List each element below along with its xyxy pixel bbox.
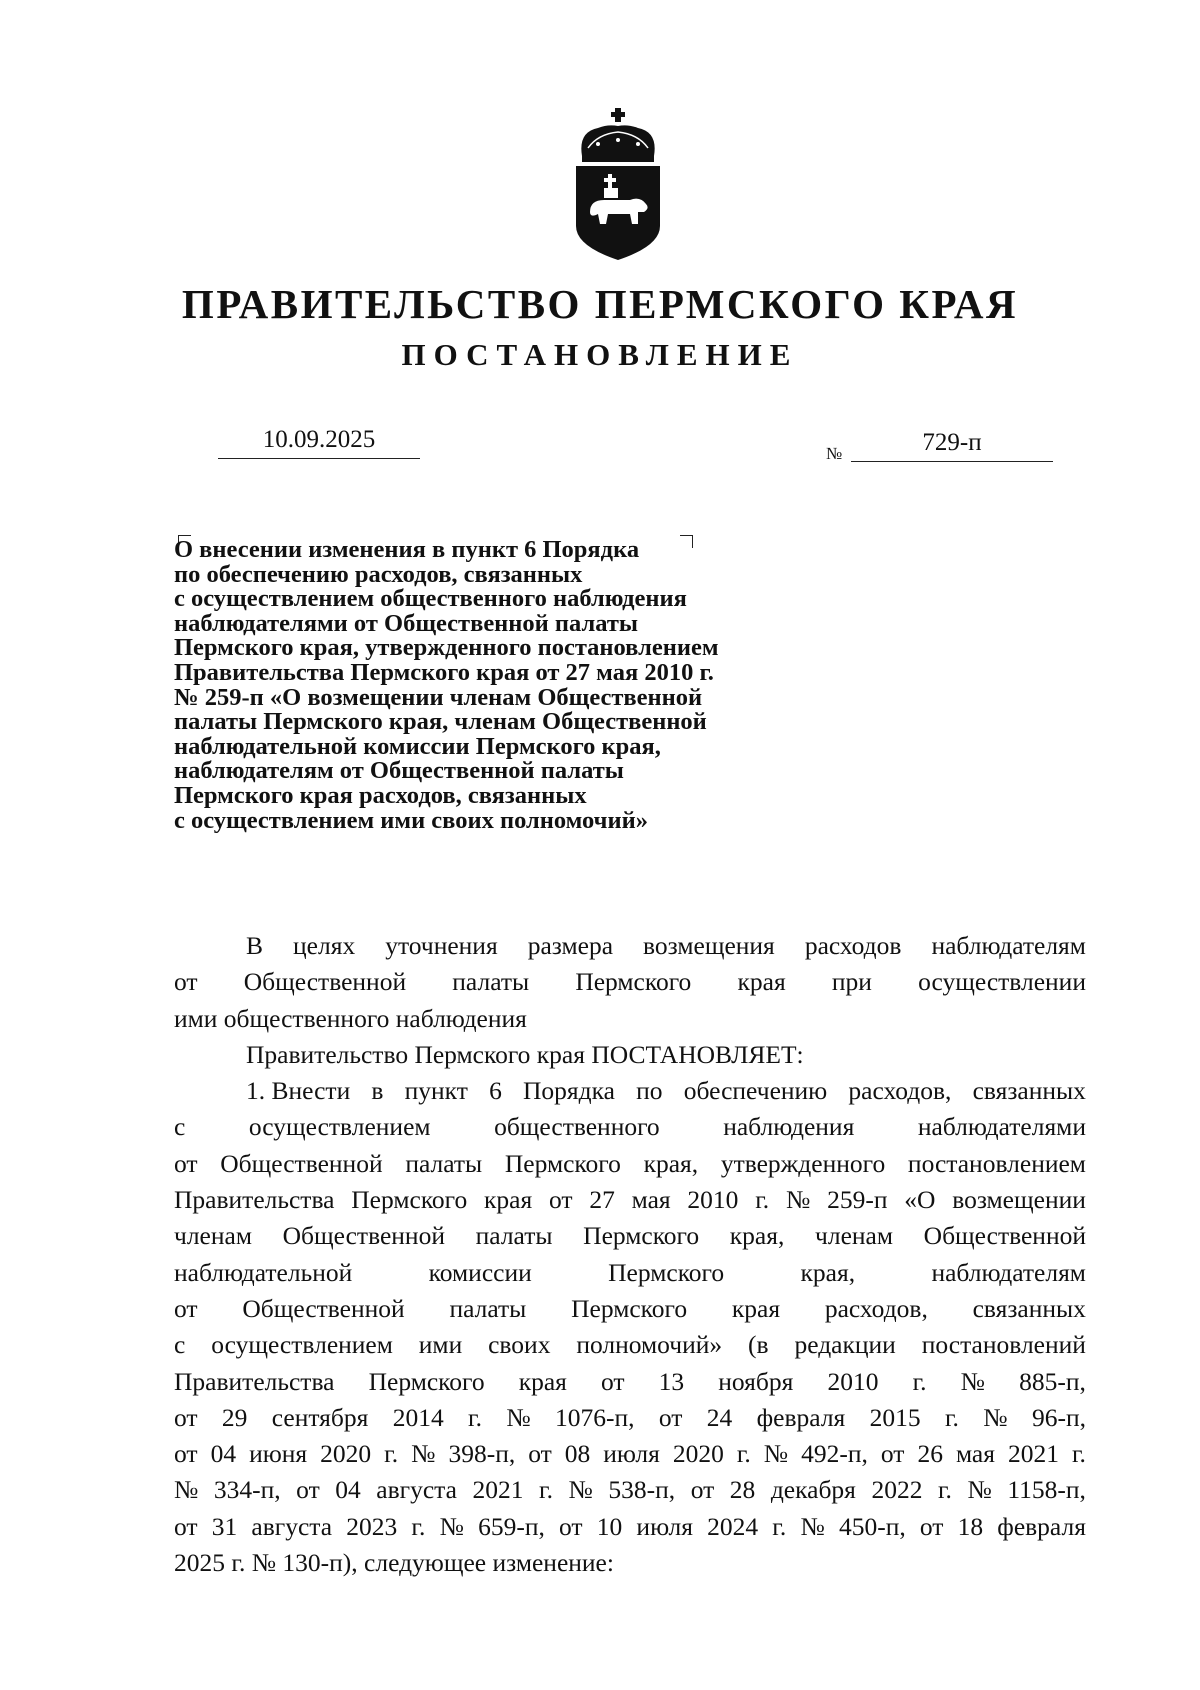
- body-word: №: [439, 1511, 464, 1541]
- body-word: 18: [957, 1511, 984, 1541]
- body-word: по: [636, 1076, 663, 1106]
- body-word: 659-п,: [478, 1511, 545, 1541]
- body-word: 2020: [672, 1439, 724, 1469]
- body-word: 2010: [687, 1185, 739, 1215]
- subject-line: по обеспечению расходов, связанных: [174, 560, 583, 588]
- body-word: 1076-п,: [555, 1402, 635, 1432]
- body-word: 398-п,: [448, 1439, 516, 1469]
- body-word: №: [763, 1439, 789, 1469]
- body-word: 1. Внести: [246, 1076, 351, 1106]
- body-word: г.: [411, 1511, 426, 1541]
- body-word: №: [967, 1475, 992, 1505]
- body-word: палаты: [475, 1221, 553, 1251]
- body-word: ими общественного наблюдения: [174, 1003, 527, 1033]
- body-word: Общественной: [220, 1148, 383, 1178]
- body-word: г.: [937, 1475, 952, 1505]
- document-body: [174, 928, 1086, 1581]
- body-word: №: [785, 1185, 811, 1215]
- body-word: (в: [748, 1330, 769, 1360]
- body-line: [174, 1364, 1086, 1400]
- body-word: декабря: [770, 1475, 856, 1505]
- body-word: от: [174, 1511, 198, 1541]
- body-word: возмещении: [952, 1185, 1086, 1215]
- body-word: от: [549, 1185, 573, 1215]
- body-word: края: [737, 967, 786, 997]
- coat-of-arms-emblem: [568, 108, 668, 260]
- body-line: [174, 1400, 1086, 1436]
- subject-line: наблюдателям от Общественной палаты: [174, 757, 624, 785]
- body-word: от: [658, 1402, 683, 1432]
- body-word: полномочий»: [576, 1330, 723, 1360]
- body-word: утвержденного: [720, 1148, 886, 1178]
- body-word: от: [559, 1511, 583, 1541]
- body-word: от: [600, 1366, 625, 1396]
- body-word: Общественной: [242, 1293, 405, 1323]
- body-word: Пермского: [583, 1221, 700, 1251]
- body-word: г.: [539, 1475, 553, 1505]
- body-line: [174, 1472, 1086, 1508]
- body-word: редакции: [794, 1330, 896, 1360]
- body-line: [174, 1218, 1086, 1254]
- body-word: 24: [706, 1402, 733, 1432]
- body-word: с: [174, 1330, 186, 1360]
- body-word: 31: [211, 1511, 238, 1541]
- body-word: края: [731, 1293, 781, 1323]
- body-word: палаты: [405, 1148, 483, 1178]
- body-line: [174, 964, 1086, 1000]
- body-word: 6: [489, 1076, 502, 1106]
- body-word: г.: [755, 1185, 770, 1215]
- body-word: июля: [636, 1511, 693, 1541]
- body-word: 13: [658, 1366, 685, 1396]
- body-word: края: [518, 1366, 567, 1396]
- body-word: 885-п,: [1019, 1366, 1086, 1396]
- body-word: 10: [596, 1511, 623, 1541]
- body-word: общественного: [494, 1112, 660, 1142]
- body-word: 28: [729, 1475, 756, 1505]
- body-word: Общественной: [282, 1221, 445, 1251]
- document-number: 729-п: [851, 425, 1053, 462]
- subject-line: с осуществлением общественного наблюдения: [174, 585, 687, 613]
- subject-line: с осуществлением ими своих полномочий»: [174, 806, 648, 834]
- body-word: 259-п: [827, 1185, 888, 1215]
- body-line: [174, 1545, 1086, 1581]
- body-word: мая: [955, 1439, 995, 1469]
- body-word: №: [800, 1511, 825, 1541]
- document-subject: [174, 538, 854, 833]
- subject-line: палаты Пермского края, членам Общественной: [174, 708, 707, 736]
- body-word: от: [296, 1475, 320, 1505]
- body-word: 2015: [869, 1402, 921, 1432]
- body-word: г.: [1071, 1439, 1086, 1469]
- subject-line: наблюдательной комиссии Пермского края,: [174, 732, 661, 760]
- body-word: своих: [488, 1330, 551, 1360]
- body-word: №: [568, 1475, 593, 1505]
- body-word: августа: [251, 1511, 333, 1541]
- body-word: расходов,: [848, 1076, 952, 1106]
- subject-line: О внесении изменения в пункт 6 Порядка: [174, 536, 640, 563]
- body-word: от: [174, 1402, 198, 1432]
- body-line: [174, 1291, 1086, 1327]
- body-word: края,: [800, 1257, 856, 1287]
- body-word: обеспечению: [683, 1076, 828, 1106]
- body-word: 2022: [871, 1475, 923, 1505]
- body-word: в: [371, 1076, 384, 1106]
- body-word: членам: [815, 1221, 893, 1251]
- subject-line: наблюдателями от Общественной палаты: [174, 609, 639, 637]
- body-word: 2010: [827, 1366, 879, 1396]
- body-word: от: [880, 1439, 905, 1469]
- body-word: постановлением: [907, 1148, 1086, 1178]
- body-word: связанных: [972, 1076, 1086, 1106]
- body-word: от: [174, 1148, 198, 1178]
- body-word: от: [174, 1293, 198, 1323]
- body-word: осуществлением: [248, 1112, 431, 1142]
- body-word: июля: [603, 1439, 660, 1469]
- body-word: 1158-п,: [1007, 1475, 1086, 1505]
- body-word: 2024: [707, 1511, 759, 1541]
- body-word: февраля: [997, 1511, 1086, 1541]
- body-word: 29: [221, 1402, 248, 1432]
- body-word: от: [174, 967, 198, 997]
- body-word: края,: [729, 1221, 785, 1251]
- body-word: Порядка: [523, 1076, 615, 1106]
- body-word: Пермского: [368, 1366, 485, 1396]
- body-word: 450-п,: [838, 1511, 906, 1541]
- body-word: №: [983, 1402, 1008, 1432]
- body-word: при: [831, 967, 872, 997]
- body-word: от: [528, 1439, 552, 1469]
- body-word: 04: [210, 1439, 237, 1469]
- body-word: 08: [564, 1439, 591, 1469]
- body-word: наблюдателями: [917, 1112, 1086, 1142]
- body-word: мая: [631, 1185, 671, 1215]
- body-word: 492-п,: [801, 1439, 868, 1469]
- document-type: ПОСТАНОВЛЕНИЕ: [401, 337, 799, 372]
- body-word: от: [174, 1439, 198, 1469]
- body-word: г.: [468, 1402, 482, 1432]
- body-word: №: [411, 1439, 436, 1469]
- body-word: связанных: [972, 1293, 1086, 1323]
- body-word: размера: [527, 931, 614, 960]
- number-label: №: [826, 444, 843, 463]
- body-word: В: [246, 931, 264, 960]
- body-line: [174, 1255, 1086, 1291]
- body-word: возмещения: [643, 931, 775, 960]
- body-word: пункт: [404, 1076, 468, 1106]
- body-word: г.: [944, 1402, 959, 1432]
- body-word: членам: [174, 1221, 252, 1251]
- body-word: Пермского: [608, 1257, 725, 1287]
- body-word: 2025 г. № 130-п), следующее изменение:: [174, 1548, 614, 1578]
- body-word: №: [506, 1402, 531, 1432]
- body-word: уточнения: [385, 931, 498, 960]
- body-word: №: [960, 1366, 985, 1396]
- body-word: целях: [293, 931, 356, 960]
- body-word: г.: [736, 1439, 751, 1469]
- organization-title: ПРАВИТЕЛЬСТВО ПЕРМСКОГО КРАЯ: [181, 281, 1019, 327]
- body-line: [174, 1327, 1086, 1363]
- body-word: от: [690, 1475, 715, 1505]
- body-word: 27: [589, 1185, 615, 1215]
- body-word: августа: [376, 1475, 457, 1505]
- body-line: [174, 1109, 1086, 1145]
- body-word: Пермского: [571, 1293, 688, 1323]
- body-line: [174, 1001, 1086, 1037]
- body-word: Правительство Пермского края ПОСТАНОВЛЯЕТ:: [246, 1039, 804, 1069]
- body-line: [174, 1073, 1086, 1109]
- body-word: №: [174, 1475, 199, 1505]
- body-word: г.: [384, 1439, 399, 1469]
- subject-line: № 259-п «О возмещении членам Общественной: [174, 683, 703, 711]
- body-word: Общественной: [243, 967, 407, 997]
- document-date: 10.09.2025: [218, 422, 420, 459]
- body-word: 334-п,: [213, 1475, 281, 1505]
- body-word: сентября: [271, 1402, 369, 1432]
- body-word: палаты: [449, 1293, 527, 1323]
- body-word: 2020: [320, 1439, 372, 1469]
- subject-line: Пермского края расходов, связанных: [174, 781, 587, 809]
- body-word: наблюдательной: [174, 1257, 353, 1287]
- body-word: февраля: [756, 1402, 846, 1432]
- body-word: Правительства: [174, 1185, 335, 1215]
- body-word: 04: [335, 1475, 361, 1505]
- body-word: 26: [917, 1439, 943, 1469]
- body-word: расходов: [804, 931, 902, 960]
- body-line: [174, 1146, 1086, 1182]
- body-word: 96-п,: [1031, 1402, 1086, 1432]
- body-word: г.: [912, 1366, 927, 1396]
- body-word: 2014: [392, 1402, 444, 1432]
- body-line: [174, 1037, 1086, 1073]
- body-word: от: [919, 1511, 944, 1541]
- body-word: расходов,: [824, 1293, 928, 1323]
- body-word: наблюдения: [723, 1112, 855, 1142]
- body-word: постановлений: [921, 1330, 1086, 1360]
- body-word: 538-п,: [608, 1475, 676, 1505]
- body-line: [174, 1182, 1086, 1218]
- subject-line: Правительства Пермского края от 27 мая 2010 г.: [174, 658, 714, 686]
- body-word: наблюдателям: [931, 931, 1086, 960]
- body-word: г.: [772, 1511, 787, 1541]
- body-word: Пермского: [575, 967, 692, 997]
- body-word: края,: [643, 1148, 699, 1178]
- body-line: [174, 1509, 1086, 1545]
- body-word: ноября: [718, 1366, 794, 1396]
- body-line: [174, 1436, 1086, 1472]
- body-word: наблюдателям: [931, 1257, 1086, 1287]
- body-word: 2023: [346, 1511, 398, 1541]
- body-word: Общественной: [923, 1221, 1086, 1251]
- body-word: палаты: [452, 967, 530, 997]
- body-word: комиссии: [428, 1257, 532, 1287]
- body-word: края: [484, 1185, 533, 1215]
- body-word: 2021: [472, 1475, 524, 1505]
- body-word: осуществлением: [211, 1330, 393, 1360]
- body-word: Правительства: [174, 1366, 335, 1396]
- body-line: [174, 928, 1086, 964]
- body-word: 2021: [1007, 1439, 1059, 1469]
- body-word: Пермского: [504, 1148, 621, 1178]
- body-word: «О: [904, 1185, 936, 1215]
- body-word: ими: [418, 1330, 463, 1360]
- body-word: с: [174, 1112, 186, 1142]
- subject-line: Пермского края, утвержденного постановлением: [174, 634, 719, 662]
- body-word: июня: [249, 1439, 308, 1469]
- body-word: осуществлении: [918, 967, 1086, 997]
- body-word: Пермского: [351, 1185, 468, 1215]
